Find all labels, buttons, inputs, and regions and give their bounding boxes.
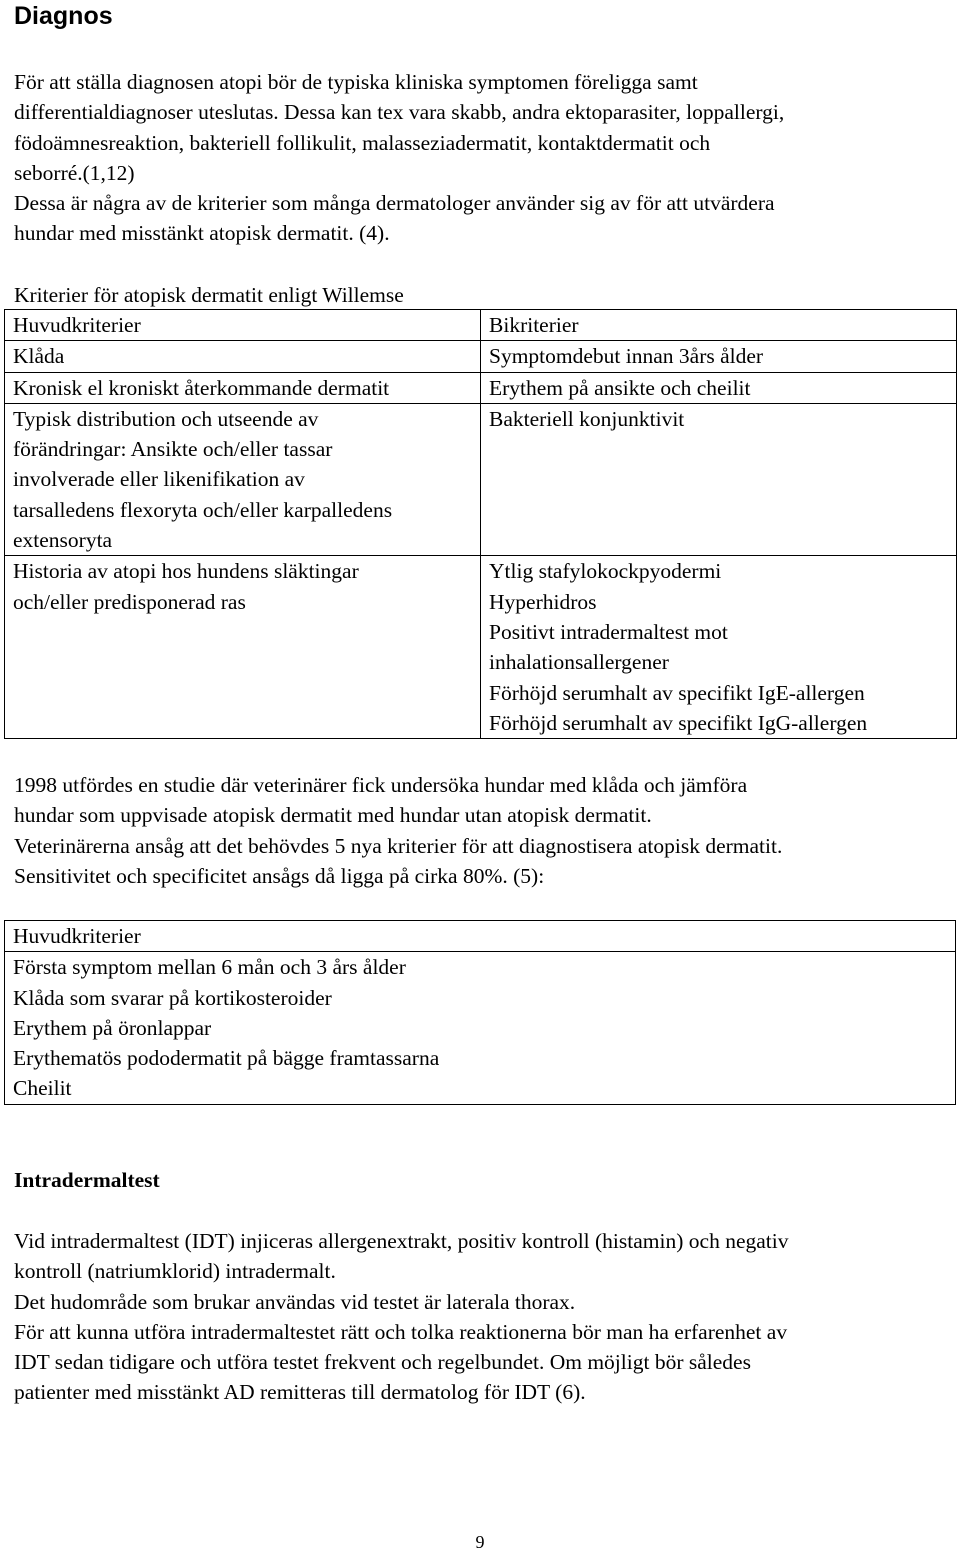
minor-criterion-cell: Symptomdebut innan 3års ålder bbox=[481, 341, 957, 372]
text-line: Veterinärerna ansåg att det behövdes 5 nya kriterier för att diagnostisera atopisk dermatit. bbox=[14, 833, 783, 858]
table-row bbox=[5, 952, 956, 1104]
table-row bbox=[5, 372, 957, 403]
list-item: Klåda som svarar på kortikosteroider bbox=[13, 985, 332, 1010]
minor-criterion-cell: Erythem på ansikte och cheilit bbox=[481, 372, 957, 403]
text-line: Sensitivitet och specificitet ansågs då ligga på cirka 80%. (5): bbox=[14, 863, 545, 888]
list-item: Första symptom mellan 6 mån och 3 års ålder bbox=[13, 955, 406, 980]
main-criterion-cell: Klåda bbox=[5, 341, 481, 372]
text-line: För att ställa diagnosen atopi bör de typiska kliniska symptomen föreligga samt bbox=[14, 70, 698, 94]
text-line: 1998 utfördes en studie där veterinärer fick undersöka hundar med klåda och jämföra bbox=[14, 773, 748, 797]
main-criterion-cell: Historia av atopi hos hundens släktingar och/eller predisponerad ras bbox=[5, 556, 481, 739]
column-header-main: Huvudkriterier bbox=[5, 921, 956, 952]
table-row bbox=[5, 341, 957, 372]
table-header-row bbox=[5, 921, 956, 952]
willemse-criteria-table bbox=[4, 309, 957, 739]
text-line: seborré.(1,12) bbox=[14, 160, 135, 185]
text-line: För att kunna utföra intradermaltestet rätt och tolka reaktionerna bör man ha erfarenhet av bbox=[14, 1319, 788, 1344]
main-criterion-cell: Typisk distribution och utseende av förändringar: Ansikte och/eller tassar involverade eller likenifikation av tarsalledens flexoryta och/eller karpalledens extensoryta bbox=[5, 403, 481, 555]
main-criterion-cell: Kronisk el kroniskt återkommande dermatit bbox=[5, 372, 481, 403]
text-line: födoämnesreaktion, bakteriell follikulit, malasseziadermatit, kontaktdermatit och bbox=[14, 130, 711, 155]
text-line: differentialdiagnoser uteslutas. Dessa kan tex vara skabb, andra ektoparasiter, loppallergi, bbox=[14, 100, 785, 125]
text-line: hundar med misstänkt atopisk dermatit. (4). bbox=[14, 221, 390, 246]
text-line: Vid intradermaltest (IDT) injiceras allergenextrakt, positiv kontroll (histamin) och negativ bbox=[14, 1229, 789, 1253]
table-header-row bbox=[5, 310, 957, 341]
page-number: 9 bbox=[475, 1532, 485, 1552]
study-paragraph bbox=[14, 770, 949, 891]
criteria-list-cell bbox=[5, 952, 956, 1104]
idt-paragraph bbox=[14, 1226, 949, 1408]
minor-criterion-cell: Bakteriell konjunktivit bbox=[481, 403, 957, 555]
section-heading-idt: Intradermaltest bbox=[14, 1168, 160, 1192]
text-line: Dessa är några av de kriterier som många dermatologer använder sig av för att utvärdera bbox=[14, 191, 775, 216]
minor-criterion-cell: Ytlig stafylokockpyodermi Hyperhidros Positivt intradermaltest mot inhalationsallergener Förhöjd serumhalt av specifikt IgE-allergen Förhöjd serumhalt av specifikt IgG-allergen bbox=[481, 556, 957, 739]
column-header-main: Huvudkriterier bbox=[5, 310, 481, 341]
list-item: Cheilit bbox=[13, 1076, 72, 1101]
table-row bbox=[5, 403, 957, 555]
new-criteria-table bbox=[4, 920, 956, 1105]
list-item: Erythem på öronlappar bbox=[13, 1015, 212, 1040]
table-row bbox=[5, 556, 957, 739]
text-line: kontroll (natriumklorid) intradermalt. bbox=[14, 1259, 336, 1284]
page-heading: Diagnos bbox=[14, 2, 113, 30]
intro-paragraph bbox=[14, 67, 949, 249]
list-item: Erythematös pododermatit på bägge framtassarna bbox=[13, 1046, 440, 1071]
column-header-minor: Bikriterier bbox=[481, 310, 957, 341]
text-line: Det hudområde som brukar användas vid testet är laterala thorax. bbox=[14, 1289, 576, 1314]
text-line: patienter med misstänkt AD remitteras till dermatolog för IDT (6). bbox=[14, 1380, 586, 1405]
willemse-caption: Kriterier för atopisk dermatit enligt Willemse bbox=[14, 283, 404, 307]
text-line: IDT sedan tidigare och utföra testet frekvent och regelbundet. Om möjligt bör således bbox=[14, 1350, 751, 1375]
text-line: hundar som uppvisade atopisk dermatit med hundar utan atopisk dermatit. bbox=[14, 803, 652, 828]
